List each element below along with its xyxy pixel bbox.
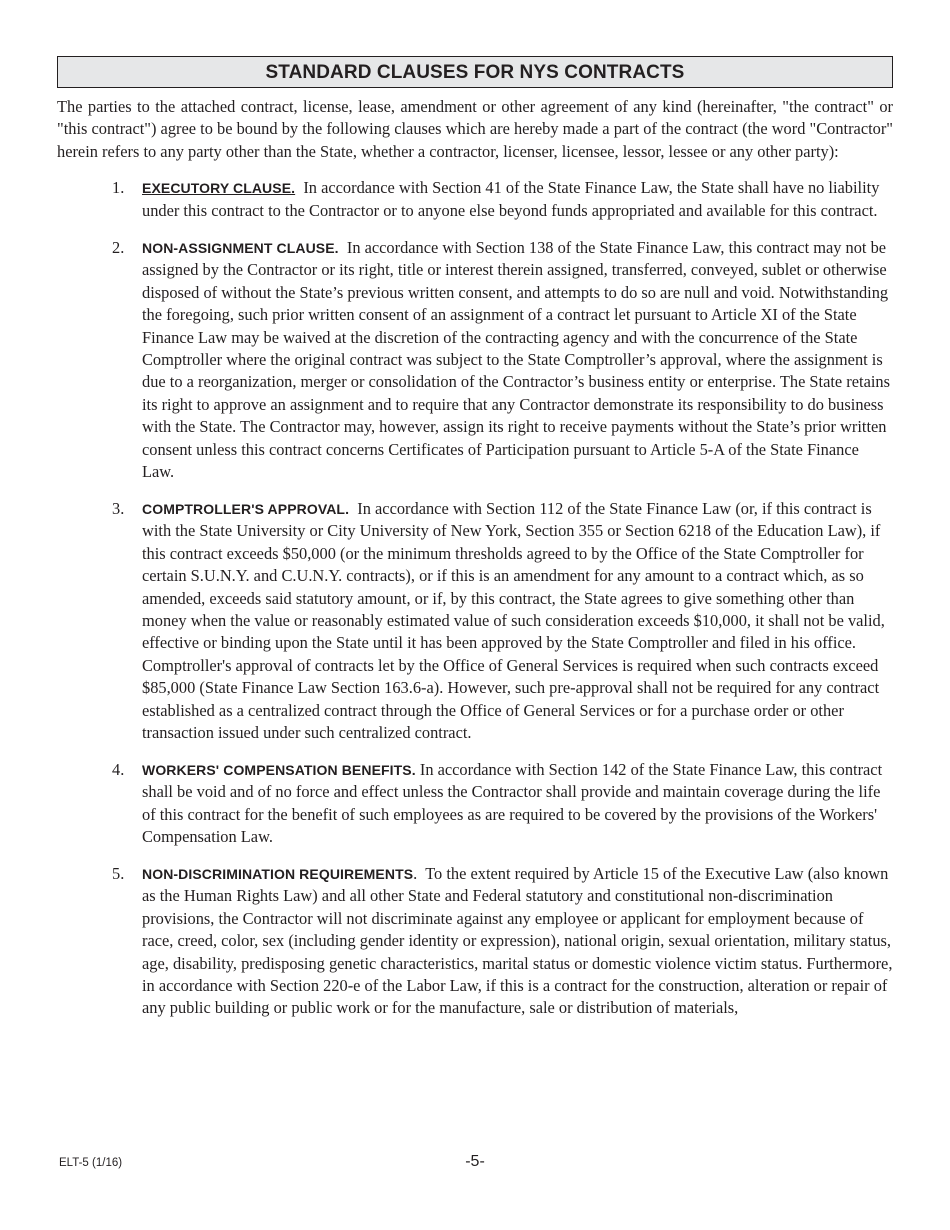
intro-paragraph: The parties to the attached contract, license, lease, amendment or other agreement of any kind (hereinafter, "the contract" or "this contract") agree to be bound by the following clauses which are hereby made a part of the contract (the word "Contractor" herein refers to any party other than the State, whether a contractor, licenser, licensee, lessor, lessee or any other party): xyxy=(57,97,893,161)
document-page xyxy=(57,56,893,1034)
clause-text: In accordance with Section 138 of the State Finance Law, this contract may not be assigned by the Contractor or its right, title or interest therein assigned, transferred, conveyed, sublet or otherwise disposed of without the State’s previous written consent, and attempts to do so are null and void. Notwithstanding the foregoing, such prior written consent of an assignment of a contract let pursuant to Article XI of the State Finance Law may be waived at the discretion of the contracting agency and with the concurrence of the State Comptroller where the original contract was subject to the State Comptroller’s approval, where the assignment is due to a reorganization, merger or consolidation of the Contractor’s business entity or enterprise. The State retains its right to approve an assignment and to require that any Contractor demonstrate its responsibility to do business with the State. The Contractor may, however, assign its right to receive payments without the State’s prior written consent unless this contract concerns Certificates of Participation pursuant to Article 5-A of the State Finance Law. xyxy=(142,237,890,481)
clause-text: In accordance with Section 142 of the State Finance Law, this contract shall be void and of no force and effect unless the Contractor shall provide and maintain coverage during the life of this contract for the benefit of such employees as are required to be covered by the provisions of the Workers' Compensation Law. xyxy=(142,759,883,847)
clause-list xyxy=(57,177,893,1020)
clause-non-discrimination xyxy=(57,863,893,1020)
document-title: STANDARD CLAUSES FOR NYS CONTRACTS xyxy=(57,56,893,88)
clause-heading: NON-ASSIGNMENT CLAUSE. xyxy=(142,239,339,256)
clause-text: In accordance with Section 112 of the State Finance Law (or, if this contract is with the State University or City University of New York, Section 355 or Section 6218 of the Education Law), if this contract exceeds $50,000 (or the minimum thresholds agreed to by the Office of the State Comptroller for certain S.U.N.Y. and C.U.N.Y. contracts), or if this is an amendment for any amount to a contract which, as so amended, exceeds said statutory amount, or if, by this contract, the State agrees to give something other than money when the value or reasonably estimated value of such consideration exceeds $10,000, it shall not be valid, effective or binding upon the State until it has been approved by the State Comptroller and filed in his office. Comptroller's approval of contracts let by the Office of General Services is required when such contracts exceed $85,000 (State Finance Law Section 163.6-a). However, such pre-approval shall not be required for any contract established as a centralized contract through the Office of General Services or for a purchase order or other transaction issued under such centralized contract. xyxy=(142,498,885,742)
clause-workers-compensation xyxy=(57,759,893,849)
clause-comptroller-approval xyxy=(57,498,893,744)
clause-number: 2. xyxy=(112,237,125,257)
clause-text: To the extent required by Article 15 of the Executive Law (also known as the Human Rights Law) and all other State and Federal statutory and constitutional non-discrimination provisions, the Contractor will not discriminate against any employee or applicant for employment because of race, creed, color, sex (including gender identity or expression), national origin, sexual orientation, military status, age, disability, predisposing genetic characteristics, marital status or domestic violence victim status. Furthermore, in accordance with Section 220-e of the Labor Law, if this is a contract for the construction, alteration or repair of any public building or public work or for the manufacture, sale or distribution of materials, xyxy=(142,863,893,1018)
clause-executory xyxy=(57,177,893,222)
clause-non-assignment xyxy=(57,237,893,483)
clause-number: 3. xyxy=(112,498,125,518)
clause-heading: NON-DISCRIMINATION REQUIREMENTS xyxy=(142,865,414,882)
clause-number: 1. xyxy=(112,178,125,198)
clause-number: 4. xyxy=(112,759,125,779)
form-id: ELT-5 (1/16) xyxy=(59,1157,123,1169)
clause-heading: WORKERS' COMPENSATION BENEFITS. xyxy=(142,761,416,778)
clause-heading: COMPTROLLER'S APPROVAL. xyxy=(142,500,350,517)
clause-text: In accordance with Section 41 of the State Finance Law, the State shall have no liability under this contract to the Contractor or to anyone else beyond funds appropriated and available for this contract. xyxy=(142,178,880,220)
page-number: -5- xyxy=(465,1153,485,1170)
clause-heading-period: . xyxy=(413,863,418,883)
clause-heading: EXECUTORY CLAUSE. xyxy=(142,180,296,197)
clause-number: 5. xyxy=(112,863,125,883)
